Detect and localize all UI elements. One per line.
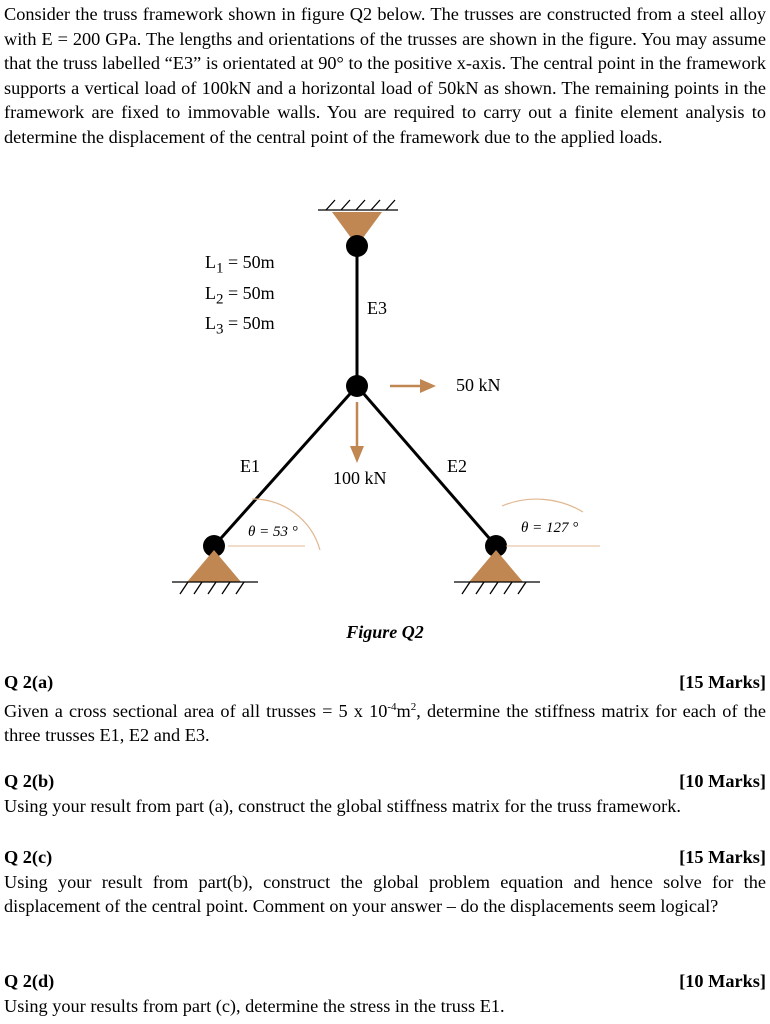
question-2b [4, 769, 766, 818]
length-l2: $L_2 = 50m$ [205, 282, 275, 308]
label-angle-left: θ = 53 ° [248, 524, 298, 540]
truss-figure [0, 190, 770, 650]
question-2a [4, 670, 766, 748]
label-load-vertical: 100 kN [333, 468, 387, 488]
question-marks: [10 Marks] [679, 971, 766, 991]
question-2c [4, 845, 766, 919]
question-marks: [10 Marks] [679, 771, 766, 791]
horizontal-load-arrow [390, 379, 436, 393]
question-text: Given a cross sectional area of all trusses = 5 x $10^{-4}m^2$, determine the stiffness matrix for each of the three trusses E1, E2 and E3. [4, 700, 766, 746]
question-id: Q 2(b) [4, 771, 55, 791]
question-id: Q 2(d) [4, 971, 55, 991]
length-l3: $L_3 = 50m$ [205, 313, 275, 338]
label-e1: E1 [240, 456, 260, 476]
question-id: Q 2(c) [4, 847, 53, 867]
problem-statement: Consider the truss framework shown in figure Q2 below. The trusses are constructed from a steel alloy with E = 200 GPa. The lengths and orientations of the trusses are shown in the figure. You may assume that the truss labelled “E3” is orientated at 90° to the positive x-axis. The central point in the framework supports a vertical load of 100kN and a horizontal load of 50kN as shown. The remaining points in the framework are fixed to immovable walls. You are required to carry out a finite element analysis to determine the displacement of the central point of the framework due to the applied loads. [4, 4, 766, 147]
left-ground-hatch [172, 582, 258, 594]
figure-caption: Figure Q2 [346, 622, 424, 642]
length-l1: $L_1 = 50m$ [205, 252, 275, 277]
top-joint [346, 235, 368, 257]
right-support [469, 550, 523, 582]
label-e3: E3 [367, 298, 387, 318]
member-e1 [214, 386, 357, 546]
truss-diagram [0, 190, 770, 620]
question-marks: [15 Marks] [679, 847, 766, 867]
question-marks: [15 Marks] [679, 672, 766, 692]
question-text: Using your results from part (c), determine the stress in the truss E1. [4, 995, 505, 1016]
label-load-horizontal: 50 kN [456, 375, 501, 395]
label-e2: E2 [447, 456, 467, 476]
question-text: Using your result from part(b), construct the global problem equation and hence solve for the displacement of the central point. Comment on your answer – do the displacements seem logical? [4, 871, 766, 917]
question-2d [4, 969, 766, 1018]
central-joint [346, 375, 368, 397]
left-support [187, 550, 241, 582]
angle-arc-right [502, 499, 583, 512]
member-e2 [357, 386, 496, 546]
vertical-load-arrow [350, 402, 364, 463]
question-text: Using your result from part (a), construct the global stiffness matrix for the truss framework. [4, 795, 681, 816]
right-ground-hatch [454, 582, 540, 594]
length-list [205, 250, 275, 342]
label-angle-right: θ = 127 ° [521, 520, 579, 536]
top-wall-hatch [318, 200, 398, 210]
question-id: Q 2(a) [4, 672, 54, 692]
